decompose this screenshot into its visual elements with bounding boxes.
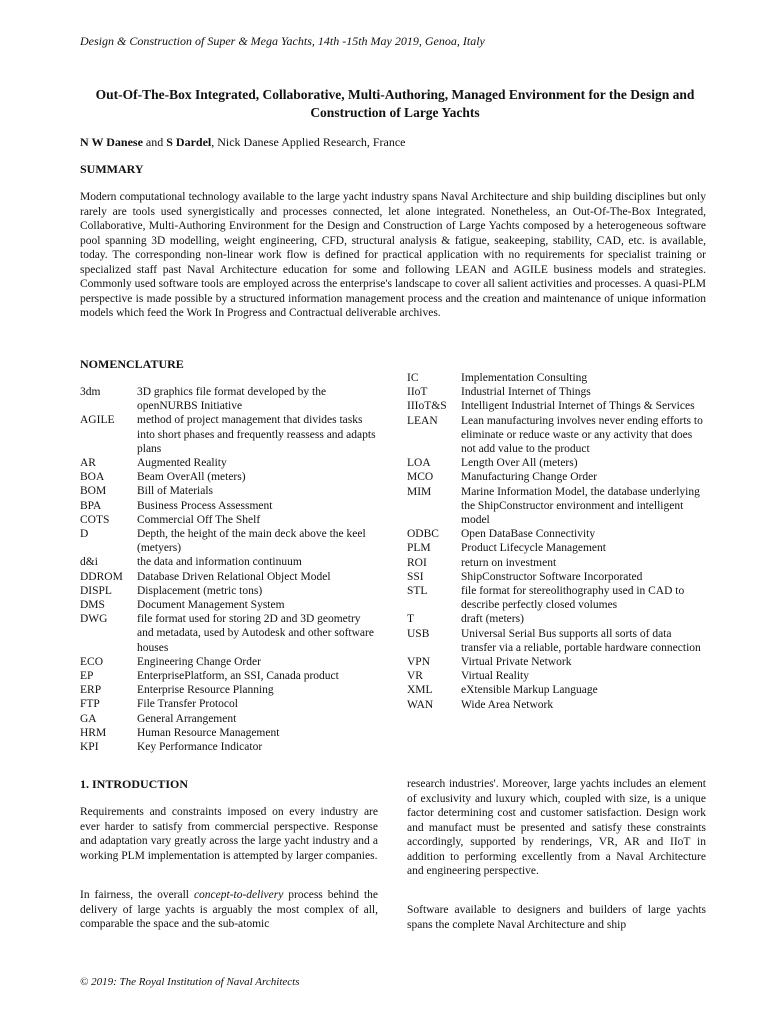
nomenclature-abbreviation: USB — [407, 627, 430, 640]
nomenclature-entry — [407, 698, 707, 712]
nomenclature-entry — [407, 655, 707, 669]
nomenclature-abbreviation: AGILE — [80, 414, 115, 427]
intro-p2-start: In fairness, the overall — [80, 889, 194, 901]
author-2: S Dardel — [166, 135, 212, 149]
nomenclature-abbreviation: BOA — [80, 471, 105, 484]
intro-paragraph-1: Requirements and constraints imposed on every industry are ever harder to satisfy from commercial perspective. Response and adaptation vary greatly across the large yacht industry and a working PLM implementation is attempted by larger companies. — [80, 806, 378, 862]
introduction-heading: 1. INTRODUCTION — [80, 777, 189, 791]
nomenclature-definition: Bill of Materials — [137, 485, 214, 498]
nomenclature-definition: Manufacturing Change Order — [461, 471, 598, 484]
nomenclature-entry — [407, 414, 707, 457]
nomenclature-abbreviation: XML — [407, 684, 433, 697]
nomenclature-definition: Database Driven Relational Object Model — [137, 570, 331, 583]
nomenclature-definition: Commercial Off The Shelf — [137, 513, 261, 526]
nomenclature-entry — [407, 385, 707, 399]
nomenclature-entry — [80, 584, 380, 598]
nomenclature-abbreviation: D — [80, 528, 89, 541]
nomenclature-left-column — [80, 385, 380, 754]
nomenclature-abbreviation: 3dm — [80, 386, 101, 398]
nomenclature-definition: Business Process Assessment — [137, 499, 273, 512]
nomenclature-definition: Augmented Reality — [137, 457, 227, 470]
nomenclature-abbreviation: T — [407, 613, 415, 626]
nomenclature-abbreviation: AR — [80, 457, 96, 470]
nomenclature-definition: Enterprise Resource Planning — [137, 684, 274, 697]
nomenclature-entry — [80, 726, 380, 740]
nomenclature-definition: Product Lifecycle Management — [461, 542, 606, 555]
nomenclature-definition: 3D graphics file format developed by the openNURBS Initiative — [137, 386, 327, 413]
intro-paragraph-4: Software available to designers and builders of large yachts spans the complete Naval Architecture and ship — [407, 904, 706, 931]
nomenclature-definition: eXtensible Markup Language — [461, 684, 598, 697]
nomenclature-entry — [407, 485, 707, 528]
nomenclature-definition: Lean manufacturing involves never ending efforts to eliminate or reduce waste or any activity that does not add value to the product — [461, 414, 703, 456]
nomenclature-entry — [407, 556, 707, 570]
nomenclature-abbreviation: DDROM — [80, 570, 123, 583]
nomenclature-entry — [80, 712, 380, 726]
nomenclature-entry — [407, 627, 707, 655]
nomenclature-entry — [407, 399, 707, 413]
nomenclature-definition: Depth, the height of the main deck above the keel (metyers) — [137, 528, 366, 555]
nomenclature-entry — [407, 669, 707, 683]
nomenclature-abbreviation: HRM — [80, 726, 107, 739]
nomenclature-abbreviation: DMS — [80, 599, 105, 612]
nomenclature-entry — [407, 570, 707, 584]
nomenclature-entry — [80, 570, 380, 584]
nomenclature-entry — [80, 499, 380, 513]
nomenclature-heading: NOMENCLATURE — [80, 357, 184, 371]
nomenclature-abbreviation: ERP — [80, 684, 102, 697]
intro-paragraph-3: research industries'. Moreover, large yachts includes an element of exclusivity and luxury which, coupled with size, is a unique factor determining cost and customer satisfaction. Design work and manufact must be presented and satisfy these constraints accordingly, supported by renderings, VR, AR and IIoT in addition to performing excellently from a Naval Architecture and engineering perspective. — [407, 778, 706, 877]
nomenclature-definition: Universal Serial Bus supports all sorts of data transfer via a reliable, portable hardware connection — [461, 627, 701, 654]
summary-text: Modern computational technology available to the large yacht industry spans Naval Architecture and ship building disciplines but only rarely are tools used synergistically and processes connected, let alone integrated. Nonetheless, an Out-Of-The-Box Integrated, Collaborative, Multi-Authoring Environment for the Design and Construction of Large Yachts composed by a heterogeneous software pool spanning 3D modelling, weight engineering, CFD, structural analysis & fatigue, seakeeping, stability, CAD, etc. is available, today. The corresponding non-linear work flow is defined for practical application with no requirements for specialist training or specialized staff past Naval Architecture education for some and following LEAN and AGILE business models and strategies. Commonly used software tools are employed across the enterprise's landscape to cover all salient activities and processes. A quasi-PLM perspective is made possible by a structured information management process and the creation and maintenance of unique information models which feed the Work In Progress and Contractual deliverable archives. — [80, 191, 706, 319]
author-1: N W Danese — [80, 135, 143, 149]
nomenclature-abbreviation: ODBC — [407, 528, 439, 541]
nomenclature-abbreviation: MCO — [407, 471, 434, 484]
nomenclature-abbreviation: STL — [407, 585, 428, 598]
nomenclature-abbreviation: BPA — [80, 499, 102, 512]
nomenclature-entry — [80, 555, 380, 569]
nomenclature-definition: General Arrangement — [137, 712, 237, 725]
nomenclature-entry — [407, 541, 707, 555]
nomenclature-abbreviation: IIoT — [407, 386, 428, 399]
nomenclature-entry — [80, 413, 380, 456]
nomenclature-abbreviation: VR — [407, 670, 423, 683]
nomenclature-entry — [80, 470, 380, 484]
nomenclature-definition: Document Management System — [137, 599, 285, 612]
nomenclature-abbreviation: FTP — [80, 698, 100, 711]
nomenclature-definition: Virtual Private Network — [461, 656, 572, 669]
nomenclature-entry — [407, 612, 707, 626]
nomenclature-definition: file format for stereolithography used in CAD to describe perfectly closed volumes — [461, 585, 685, 612]
nomenclature-definition: Length Over All (meters) — [461, 457, 578, 470]
nomenclature-abbreviation: LOA — [407, 457, 431, 470]
nomenclature-entry — [407, 683, 707, 697]
nomenclature-entry — [407, 456, 707, 470]
nomenclature-definition: Wide Area Network — [461, 698, 554, 711]
nomenclature-abbreviation: LEAN — [407, 414, 438, 427]
nomenclature-entry — [80, 697, 380, 711]
nomenclature-entry — [80, 669, 380, 683]
nomenclature-abbreviation: SSI — [407, 570, 424, 583]
nomenclature-entry — [80, 513, 380, 527]
nomenclature-abbreviation: KPI — [80, 741, 99, 754]
summary-heading: SUMMARY — [80, 162, 144, 176]
nomenclature-entry — [407, 470, 707, 484]
nomenclature-entry — [407, 584, 707, 612]
nomenclature-entry — [407, 371, 707, 385]
nomenclature-definition: Displacement (metric tons) — [137, 584, 263, 597]
nomenclature-abbreviation: VPN — [407, 656, 431, 669]
nomenclature-definition: Open DataBase Connectivity — [461, 528, 596, 541]
nomenclature-abbreviation: BOM — [80, 485, 107, 498]
nomenclature-definition: method of project management that divides tasks into short phases and frequently reassess and adapts plans — [137, 414, 376, 455]
nomenclature-abbreviation: ECO — [80, 655, 103, 668]
copyright-footer: © 2019: The Royal Institution of Naval Architects — [80, 976, 300, 988]
nomenclature-definition: Human Resource Management — [137, 726, 280, 739]
nomenclature-definition: Beam OverAll (meters) — [137, 471, 246, 484]
nomenclature-abbreviation: EP — [80, 670, 94, 683]
nomenclature-definition: ShipConstructor Software Incorporated — [461, 570, 643, 583]
paper-title: Out-Of-The-Box Integrated, Collaborative, Multi-Authoring, Managed Environment for the Design and Construction of Large Yachts — [95, 87, 695, 120]
nomenclature-entry — [80, 655, 380, 669]
nomenclature-abbreviation: ROI — [407, 556, 427, 569]
nomenclature-definition: file format used for storing 2D and 3D geometry and metadata, used by Autodesk and other software houses — [137, 613, 374, 654]
nomenclature-right-column — [407, 371, 707, 712]
nomenclature-entry — [407, 527, 707, 541]
nomenclature-definition: Industrial Internet of Things — [461, 386, 591, 399]
nomenclature-definition: Engineering Change Order — [137, 655, 261, 668]
nomenclature-abbreviation: DISPL — [80, 584, 112, 597]
authors-and: and — [142, 135, 167, 149]
nomenclature-abbreviation: WAN — [407, 698, 434, 711]
nomenclature-definition: Virtual Reality — [461, 670, 529, 683]
nomenclature-abbreviation: GA — [80, 712, 97, 725]
nomenclature-definition: the data and information continuum — [137, 556, 302, 569]
nomenclature-definition: Intelligent Industrial Internet of Things & Services — [461, 400, 695, 413]
nomenclature-abbreviation: PLM — [407, 542, 431, 555]
nomenclature-abbreviation: d&i — [80, 556, 98, 569]
nomenclature-entry — [80, 484, 380, 498]
nomenclature-entry — [80, 612, 380, 655]
nomenclature-definition: draft (meters) — [461, 613, 524, 626]
nomenclature-definition: EnterprisePlatform, an SSI, Canada product — [137, 670, 339, 683]
nomenclature-abbreviation: DWG — [80, 613, 108, 626]
nomenclature-entry — [80, 598, 380, 612]
intro-p2-end: process behind the delivery of large yachts is arguably the most complex of all, comparable the space and the sub-atomic — [80, 889, 378, 930]
nomenclature-abbreviation: IC — [407, 372, 419, 384]
nomenclature-entry — [80, 385, 380, 413]
nomenclature-entry — [80, 456, 380, 470]
nomenclature-abbreviation: MIM — [407, 485, 432, 498]
nomenclature-entry — [80, 527, 380, 555]
intro-p2-emphasis: concept-to-delivery — [193, 889, 284, 901]
nomenclature-definition: File Transfer Protocol — [137, 698, 238, 711]
nomenclature-abbreviation: IIIoT&S — [407, 400, 447, 413]
nomenclature-entry — [80, 683, 380, 697]
nomenclature-definition: return on investment — [461, 556, 557, 569]
nomenclature-definition: Marine Information Model, the database underlying the ShipConstructor environment and intelligent model — [461, 485, 700, 527]
conference-header: Design & Construction of Super & Mega Yachts, 14th -15th May 2019, Genoa, Italy — [80, 34, 485, 48]
authors-line — [80, 135, 406, 150]
nomenclature-definition: Implementation Consulting — [461, 372, 588, 384]
nomenclature-definition: Key Performance Indicator — [137, 741, 263, 754]
nomenclature-entry — [80, 740, 380, 754]
affiliation: , Nick Danese Applied Research, France — [211, 135, 406, 149]
intro-paragraph-2 — [80, 888, 378, 932]
nomenclature-abbreviation: COTS — [80, 513, 110, 526]
